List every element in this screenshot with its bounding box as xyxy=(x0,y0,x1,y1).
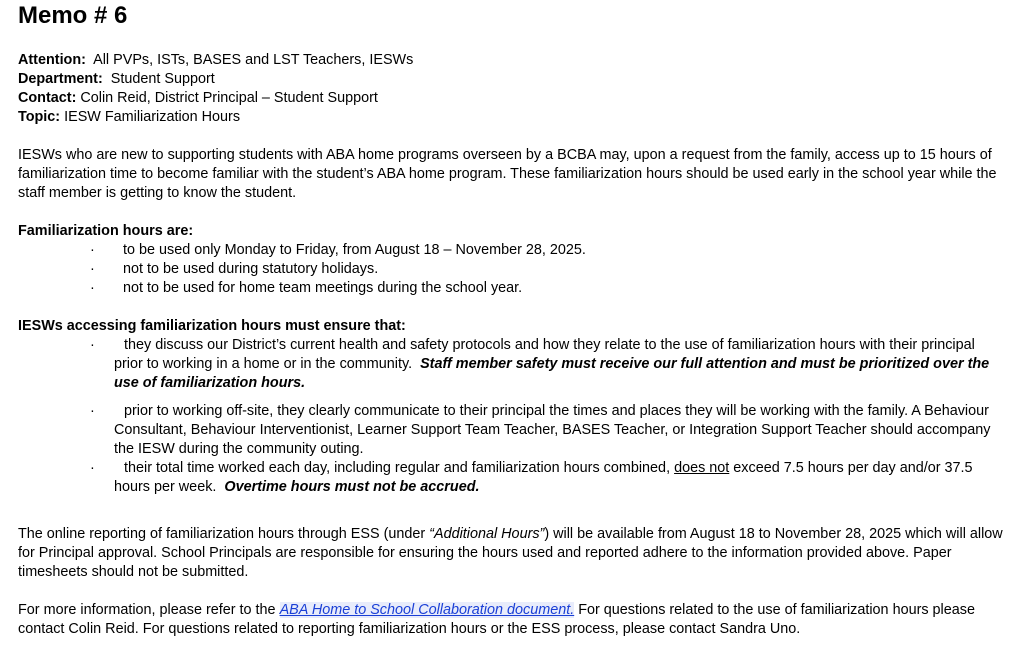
hours-section-title: Familiarization hours are: xyxy=(18,223,194,239)
topic-value: IESW Familiarization Hours xyxy=(64,109,241,125)
attention-line xyxy=(18,51,1006,70)
list-item: · prior to working off-site, they clearly communicate to their principal the times and places they will be working with the family. A Behaviour Consultant, Behaviour Interventionist, Learner Support Team Teacher, BASES Teacher, or Integration Support Teacher should accompany the IESW during the community outing. xyxy=(90,403,991,457)
list-item: · they discuss our District’s current health and safety protocols and how they relate to the use of familiarization hours with their principal prior to working in a home or in the community. Staff member safety must receive our full attention and must be prioritized over the use of familiarization hours. xyxy=(90,337,990,391)
attention-value: All PVPs, ISTs, BASES and LST Teachers, IESWs xyxy=(93,52,414,68)
underlined-text: does not xyxy=(674,460,730,476)
department-value: Student Support xyxy=(110,71,215,87)
hours-list xyxy=(18,241,1006,298)
list-item: · not to be used during statutory holidays. xyxy=(90,261,379,277)
intro-paragraph: IESWs who are new to supporting students with ABA home programs overseen by a BCBA may, upon a request from the family, access up to 15 hours of familiarization time to become familiar with the student’s ABA home program. These familiarization hours should be used early in the school year while the staff member is getting to know the student. xyxy=(18,147,997,201)
topic-line xyxy=(18,108,1006,127)
bullet-icon: · xyxy=(90,460,95,476)
contact-value: Colin Reid, District Principal – Student Support xyxy=(80,90,378,106)
department-label: Department: xyxy=(18,71,103,87)
topic-label: Topic: xyxy=(18,109,61,125)
more-info-paragraph: For more information, please refer to the ABA Home to School Collaboration document. For questions related to the use of familiarization hours please contact Colin Reid. For questions related to reporting familiarization hours or the ESS process, please contact Sandra Uno. xyxy=(18,602,975,637)
bullet-icon: · xyxy=(90,337,95,353)
ensure-list xyxy=(18,336,1006,497)
bullet-icon: · xyxy=(90,403,95,419)
list-item: · to be used only Monday to Friday, from August 18 – November 28, 2025. xyxy=(90,242,586,258)
memo-header-fields xyxy=(18,51,1006,127)
contact-label: Contact: xyxy=(18,90,77,106)
bullet-icon: · xyxy=(90,261,95,277)
overtime-emphasis: Overtime hours must not be accrued. xyxy=(224,479,480,495)
contact-line xyxy=(18,89,1006,108)
bullet-icon: · xyxy=(90,280,95,296)
online-reporting-paragraph: The online reporting of familiarization hours through ESS (under “Additional Hours”) will be available from August 18 to November 28, 2025 which will allow for Principal approval. School Principals are responsible for ensuring the hours used and reported adhere to the information provided above. Paper timesheets should not be submitted. xyxy=(18,526,1003,580)
ensure-section-title: IESWs accessing familiarization hours must ensure that: xyxy=(18,318,406,334)
list-item: · their total time worked each day, including regular and familiarization hours combined, does not exceed 7.5 hours per day and/or 37.5 hours per week. Overtime hours must not be accrued. xyxy=(90,460,973,495)
additional-hours-text: “Additional Hours” xyxy=(429,526,545,542)
aba-collaboration-document-link[interactable]: ABA Home to School Collaboration document. xyxy=(279,602,575,618)
memo-title: Memo # 6 xyxy=(18,2,128,29)
list-item: · not to be used for home team meetings during the school year. xyxy=(90,280,523,296)
safety-emphasis: Staff member safety must receive our full attention and must be prioritized over the use of familiarization hours. xyxy=(114,356,990,391)
department-line xyxy=(18,70,1006,89)
bullet-icon: · xyxy=(90,242,95,258)
attention-label: Attention: xyxy=(18,52,86,68)
